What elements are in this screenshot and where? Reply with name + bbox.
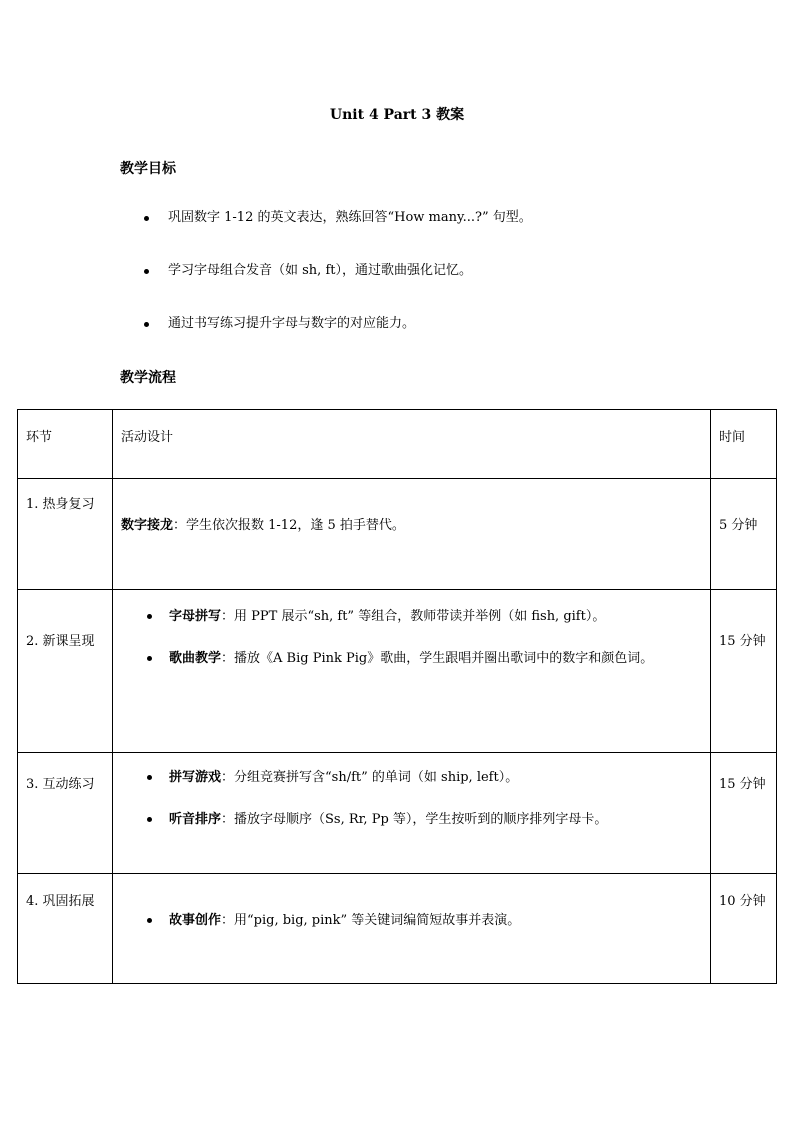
bullet-icon (147, 656, 152, 661)
list-item: 歌曲教学：播放《A Big Pink Pig》歌曲，学生跟唱并圈出歌词中的数字和颜色词。 (121, 638, 702, 680)
flow-heading: 教学流程 (120, 370, 176, 386)
list-item: 故事创作：用“pig, big, pink” 等关键词编简短故事并表演。 (121, 900, 702, 942)
bullet-icon (147, 775, 152, 780)
table-row (18, 479, 777, 590)
activity-cell (113, 874, 711, 984)
list-item: 听音排序：播放字母顺序（Ss, Rr, Pp 等），学生按听到的顺序排列字母卡。 (121, 799, 702, 841)
table-header-row (18, 410, 777, 479)
time-cell: 15 分钟 (711, 753, 777, 874)
activity-cell (113, 590, 711, 753)
bullet-icon (144, 216, 149, 221)
header-stage: 环节 (18, 410, 113, 479)
time-cell: 15 分钟 (711, 590, 777, 753)
header-time: 时间 (711, 410, 777, 479)
list-item: 拼写游戏：分组竞赛拼写含“sh/ft” 的单词（如 ship, left）。 (121, 757, 702, 799)
activity-cell: 数字接龙：学生依次报数 1-12，逢 5 拍手替代。 (113, 479, 711, 590)
stage-cell: 4. 巩固拓展 (18, 874, 113, 984)
stage-cell: 3. 互动练习 (18, 753, 113, 874)
list-item: 字母拼写：用 PPT 展示“sh, ft” 等组合，教师带读并举例（如 fish, gift）。 (121, 596, 702, 638)
table-row (18, 874, 777, 984)
bullet-icon (147, 918, 152, 923)
goals-list (120, 205, 532, 364)
time-cell: 10 分钟 (711, 874, 777, 984)
header-activity: 活动设计 (113, 410, 711, 479)
document-title: Unit 4 Part 3 教案 (329, 107, 465, 123)
goals-heading: 教学目标 (120, 161, 176, 177)
bullet-icon (147, 817, 152, 822)
time-cell: 5 分钟 (711, 479, 777, 590)
activity-cell (113, 753, 711, 874)
table-row (18, 753, 777, 874)
table-row (18, 590, 777, 753)
bullet-icon (144, 269, 149, 274)
list-item: 学习字母组合发音（如 sh, ft），通过歌曲强化记忆。 (120, 258, 532, 311)
bullet-icon (144, 322, 149, 327)
bullet-icon (147, 614, 152, 619)
list-item: 通过书写练习提升字母与数字的对应能力。 (120, 311, 532, 364)
list-item: 巩固数字 1-12 的英文表达，熟练回答“How many...?” 句型。 (120, 205, 532, 258)
flow-table (17, 409, 777, 984)
stage-cell: 2. 新课呈现 (18, 590, 113, 753)
stage-cell: 1. 热身复习 (18, 479, 113, 590)
